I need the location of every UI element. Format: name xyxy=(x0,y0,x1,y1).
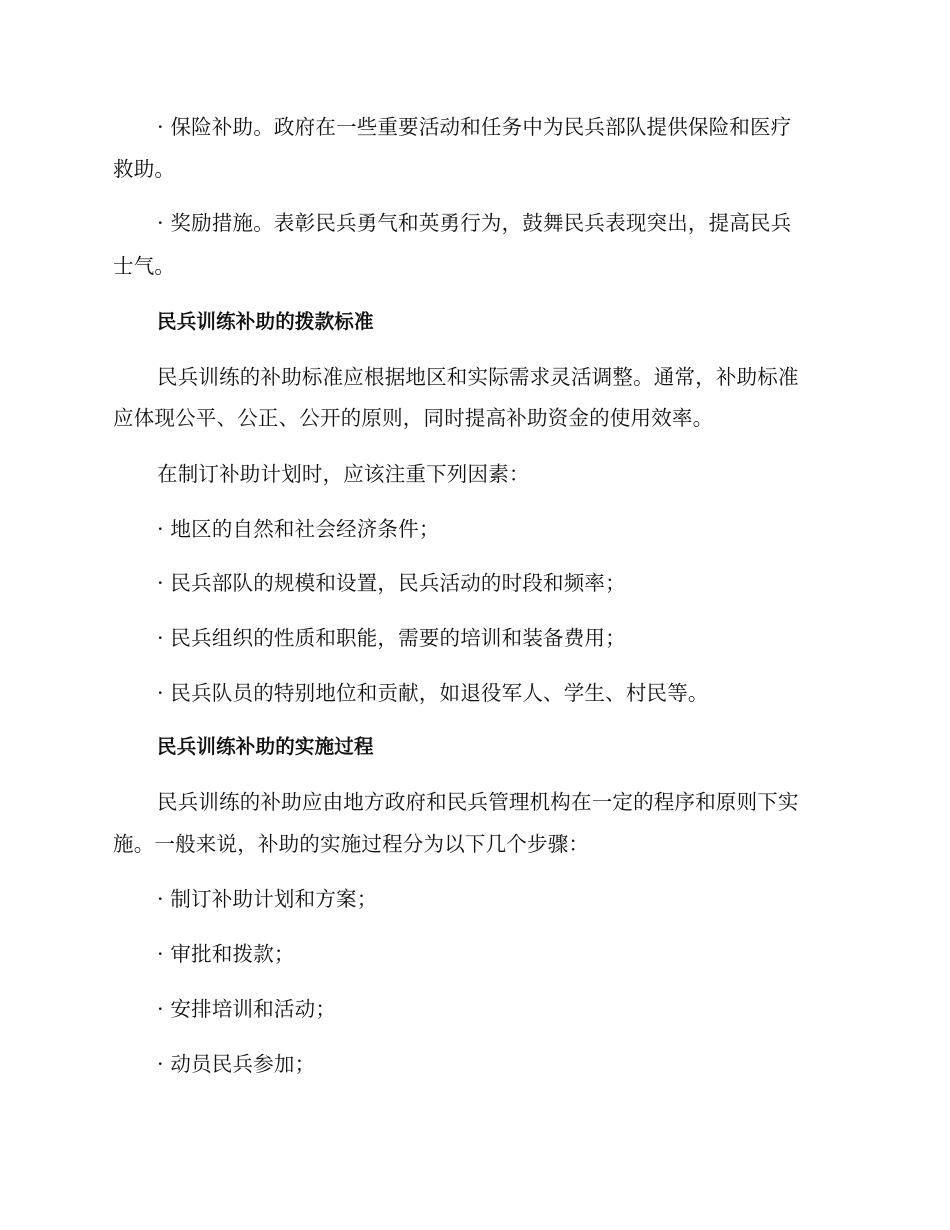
funding-para1-line2: 应体现公平、公正、公开的原则，同时提高补助资金的使用效率。 xyxy=(113,406,714,430)
factor-item: · 民兵队员的特别地位和贡献，如退役军人、学生、村民等。 xyxy=(157,681,709,705)
step-item: · 审批和拨款； xyxy=(157,942,295,966)
factor-item: · 民兵部队的规模和设置，民兵活动的时段和频率； xyxy=(157,571,626,595)
bullet-insurance-line2: 救助。 xyxy=(113,157,176,181)
step-item: · 制订补助计划和方案； xyxy=(157,887,378,911)
funding-para2: 在制订补助计划时，应该注重下列因素： xyxy=(157,462,530,486)
bullet-reward-line2: 士气。 xyxy=(113,254,176,278)
section-heading-funding: 民兵训练补助的拨款标准 xyxy=(157,310,374,333)
funding-para1-line1: 民兵训练的补助标准应根据地区和实际需求灵活调整。通常，补助标准 xyxy=(157,365,799,389)
process-para1-line2: 施。一般来说，补助的实施过程分为以下几个步骤： xyxy=(113,832,590,856)
step-item: · 安排培训和活动； xyxy=(157,997,337,1021)
factor-item: · 地区的自然和社会经济条件； xyxy=(157,517,440,541)
step-item: · 动员民兵参加； xyxy=(157,1052,316,1076)
section-heading-process: 民兵训练补助的实施过程 xyxy=(157,735,374,758)
factor-item: · 民兵组织的性质和职能，需要的培训和装备费用； xyxy=(157,626,626,650)
bullet-reward-line1: · 奖励措施。表彰民兵勇气和英勇行为，鼓舞民兵表现突出，提高民兵 xyxy=(157,211,792,235)
process-para1-line1: 民兵训练的补助应由地方政府和民兵管理机构在一定的程序和原则下实 xyxy=(157,790,799,814)
bullet-insurance-line1: · 保险补助。政府在一些重要活动和任务中为民兵部队提供保险和医疗 xyxy=(157,115,792,139)
